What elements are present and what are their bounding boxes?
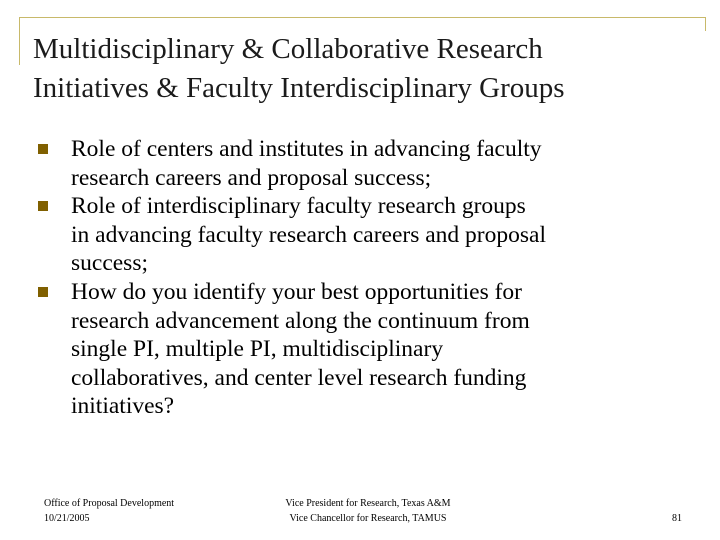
bullet-line: initiatives? [71, 393, 175, 420]
bullet-text [71, 192, 708, 278]
bullet-line: Role of centers and institutes in advancing faculty [71, 136, 542, 162]
square-bullet-icon [38, 144, 48, 154]
bullet-text [71, 278, 708, 421]
bullet-line: Role of interdisciplinary faculty research groups [71, 193, 526, 220]
bullet-line: single PI, multiple PI, multidisciplinary [71, 336, 444, 363]
square-bullet-icon [38, 287, 48, 297]
slide-title-line: Initiatives & Faculty Interdisciplinary Groups [33, 72, 565, 104]
footer-office [44, 496, 174, 526]
square-bullet-icon [38, 201, 48, 211]
decorative-frame-right [705, 17, 706, 31]
bullet-text [71, 135, 708, 192]
decorative-frame-top [19, 17, 705, 18]
bullet-line: research careers and proposal success; [71, 164, 432, 191]
bullet-line: How do you identify your best opportunities for [71, 278, 523, 305]
decorative-frame-left [19, 17, 20, 65]
bullet-list [38, 135, 708, 421]
footer-date: 10/21/2005 [44, 513, 90, 524]
bullet-item [38, 278, 708, 421]
page-number: 81 [672, 513, 682, 524]
bullet-line: research advancement along the continuum from [71, 307, 530, 334]
bullet-line: in advancing faculty research careers and proposal [71, 221, 546, 248]
bullet-line: success; [71, 250, 149, 277]
footer-office-name: Office of Proposal Development [44, 498, 175, 509]
footer-title-line: Vice Chancellor for Research, TAMUS [289, 513, 447, 524]
bullet-line: collaboratives, and center level research funding [71, 364, 527, 391]
slide-title [33, 30, 703, 108]
bullet-item [38, 135, 708, 192]
slide-title-line: Multidisciplinary & Collaborative Research [33, 33, 543, 65]
footer-titles [263, 496, 473, 526]
footer-title-line: Vice President for Research, Texas A&M [285, 498, 451, 509]
bullet-item [38, 192, 708, 278]
